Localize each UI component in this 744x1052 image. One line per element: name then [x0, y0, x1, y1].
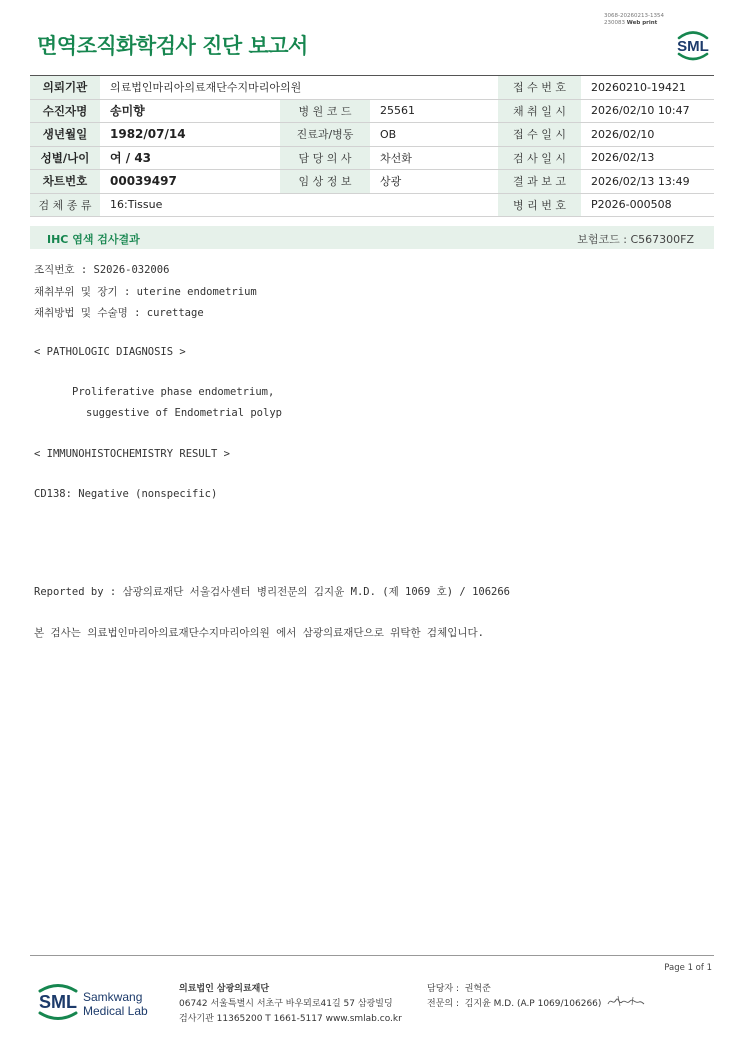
label-birth-date: 생년월일 [30, 123, 100, 147]
section-bar [30, 226, 714, 249]
value-receipt-date: 2026/02/10 [581, 123, 714, 147]
insurance-code: 보험코드 : C567300FZ [577, 233, 694, 246]
sml-logo [672, 24, 714, 64]
collection-site: 채취부위 및 장기 : uterine endometrium [34, 286, 257, 298]
label-department: 진료과/병동 [280, 123, 370, 147]
sml-logo-text: SML [677, 38, 709, 55]
collection-method: 채취방법 및 수술명 : curettage [34, 307, 204, 319]
value-collection-date: 2026/02/10 10:47 [581, 99, 714, 123]
diagnosis-line-2: suggestive of Endometrial polyp [86, 407, 282, 419]
samkwang-logo-name2: Medical Lab [83, 1004, 148, 1018]
footer-staff-label: 담당자 : [427, 984, 459, 994]
ihc-result: CD138: Negative (nonspecific) [34, 488, 218, 500]
ihc-header: < IMMUNOHISTOCHEMISTRY RESULT > [34, 448, 230, 460]
value-doctor: 차선화 [370, 146, 498, 170]
footer-divider [30, 955, 714, 956]
page-number: Page 1 of 1 [664, 963, 712, 973]
info-row [30, 99, 714, 123]
value-specimen-type: 16:Tissue [100, 193, 498, 217]
footer-org-name: 의료법인 삼광의료재단 [179, 984, 270, 994]
value-clinical-info: 상광 [370, 170, 498, 194]
footer-specialist-label: 전문의 : [427, 999, 459, 1009]
samkwang-logo-name1: Samkwang [83, 990, 143, 1004]
footer-specialist-name: 김지윤 M.D. (A.P 1069/106266) [464, 999, 602, 1009]
value-birth-date: 1982/07/14 [100, 123, 280, 147]
info-row [30, 193, 714, 217]
footer-specialist [427, 996, 601, 1009]
page-title: 면역조직화학검사 진단 보고서 [37, 34, 308, 58]
label-receipt-date: 접 수 일 시 [498, 123, 581, 147]
info-row [30, 146, 714, 170]
value-patient-name: 송미향 [100, 99, 280, 123]
info-row [30, 123, 714, 147]
samkwang-logo-sml: SML [39, 992, 77, 1012]
diagnosis-line-1: Proliferative phase endometrium, [72, 386, 275, 398]
label-test-date: 검 사 일 시 [498, 146, 581, 170]
label-patient-name: 수진자명 [30, 99, 100, 123]
web-print-label: Web print [626, 20, 658, 26]
report-id-code [604, 13, 664, 27]
value-pathology-no: P2026-000508 [581, 193, 714, 217]
report-id-line1: 3068-20260213-1354 [604, 13, 664, 19]
section-title: IHC 염색 검사결과 [47, 233, 140, 246]
value-test-date: 2026/02/13 [581, 146, 714, 170]
reported-by: Reported by : 삼광의료재단 서울검사센터 병리전문의 김지윤 M.D. (제 1069 호) / 106266 [34, 586, 511, 598]
label-clinical-info: 임 상 정 보 [280, 170, 370, 194]
label-result-report: 결 과 보 고 [498, 170, 581, 194]
value-requesting-org: 의료법인마리아의료재단수지마리아의원 [100, 76, 498, 100]
patient-info-table [30, 75, 714, 217]
report-id-number: 230083 [604, 20, 625, 26]
label-sex-age: 성별/나이 [30, 146, 100, 170]
report-id-line2 [604, 20, 664, 27]
value-chart-no: 00039497 [100, 170, 280, 194]
label-specimen-type: 검 체 종 류 [30, 193, 100, 217]
label-chart-no: 차트번호 [30, 170, 100, 194]
diagnosis-header: < PATHOLOGIC DIAGNOSIS > [34, 346, 186, 358]
footer-staff-name: 권혁준 [464, 984, 491, 994]
samkwang-logo [36, 978, 160, 1028]
value-department: OB [370, 123, 498, 147]
label-doctor: 담 당 의 사 [280, 146, 370, 170]
label-pathology-no: 병 리 번 호 [498, 193, 581, 217]
info-row [30, 76, 714, 100]
label-collection-date: 채 취 일 시 [498, 99, 581, 123]
footer-staff [427, 981, 491, 994]
label-requesting-org: 의뢰기관 [30, 76, 100, 100]
value-receipt-no: 20260210-19421 [581, 76, 714, 100]
consignment-note: 본 검사는 의료법인마리아의료재단수지마리아의원 에서 삼광의료재단으로 위탁한 검체입니다. [34, 627, 484, 639]
label-hospital-code: 병 원 코 드 [280, 99, 370, 123]
footer-address: 06742 서울특별시 서초구 바우뫼로41길 57 삼광빌딩 [179, 999, 393, 1009]
info-row [30, 170, 714, 194]
tissue-number: 조직번호 : S2026-032006 [34, 264, 170, 276]
label-receipt-no: 접 수 번 호 [498, 76, 581, 100]
value-result-report: 2026/02/13 13:49 [581, 170, 714, 194]
value-hospital-code: 25561 [370, 99, 498, 123]
value-sex-age: 여 / 43 [100, 146, 280, 170]
specialist-signature [606, 993, 646, 1009]
footer-contact: 검사기관 11365200 T 1661-5117 www.smlab.co.kr [179, 1014, 402, 1024]
